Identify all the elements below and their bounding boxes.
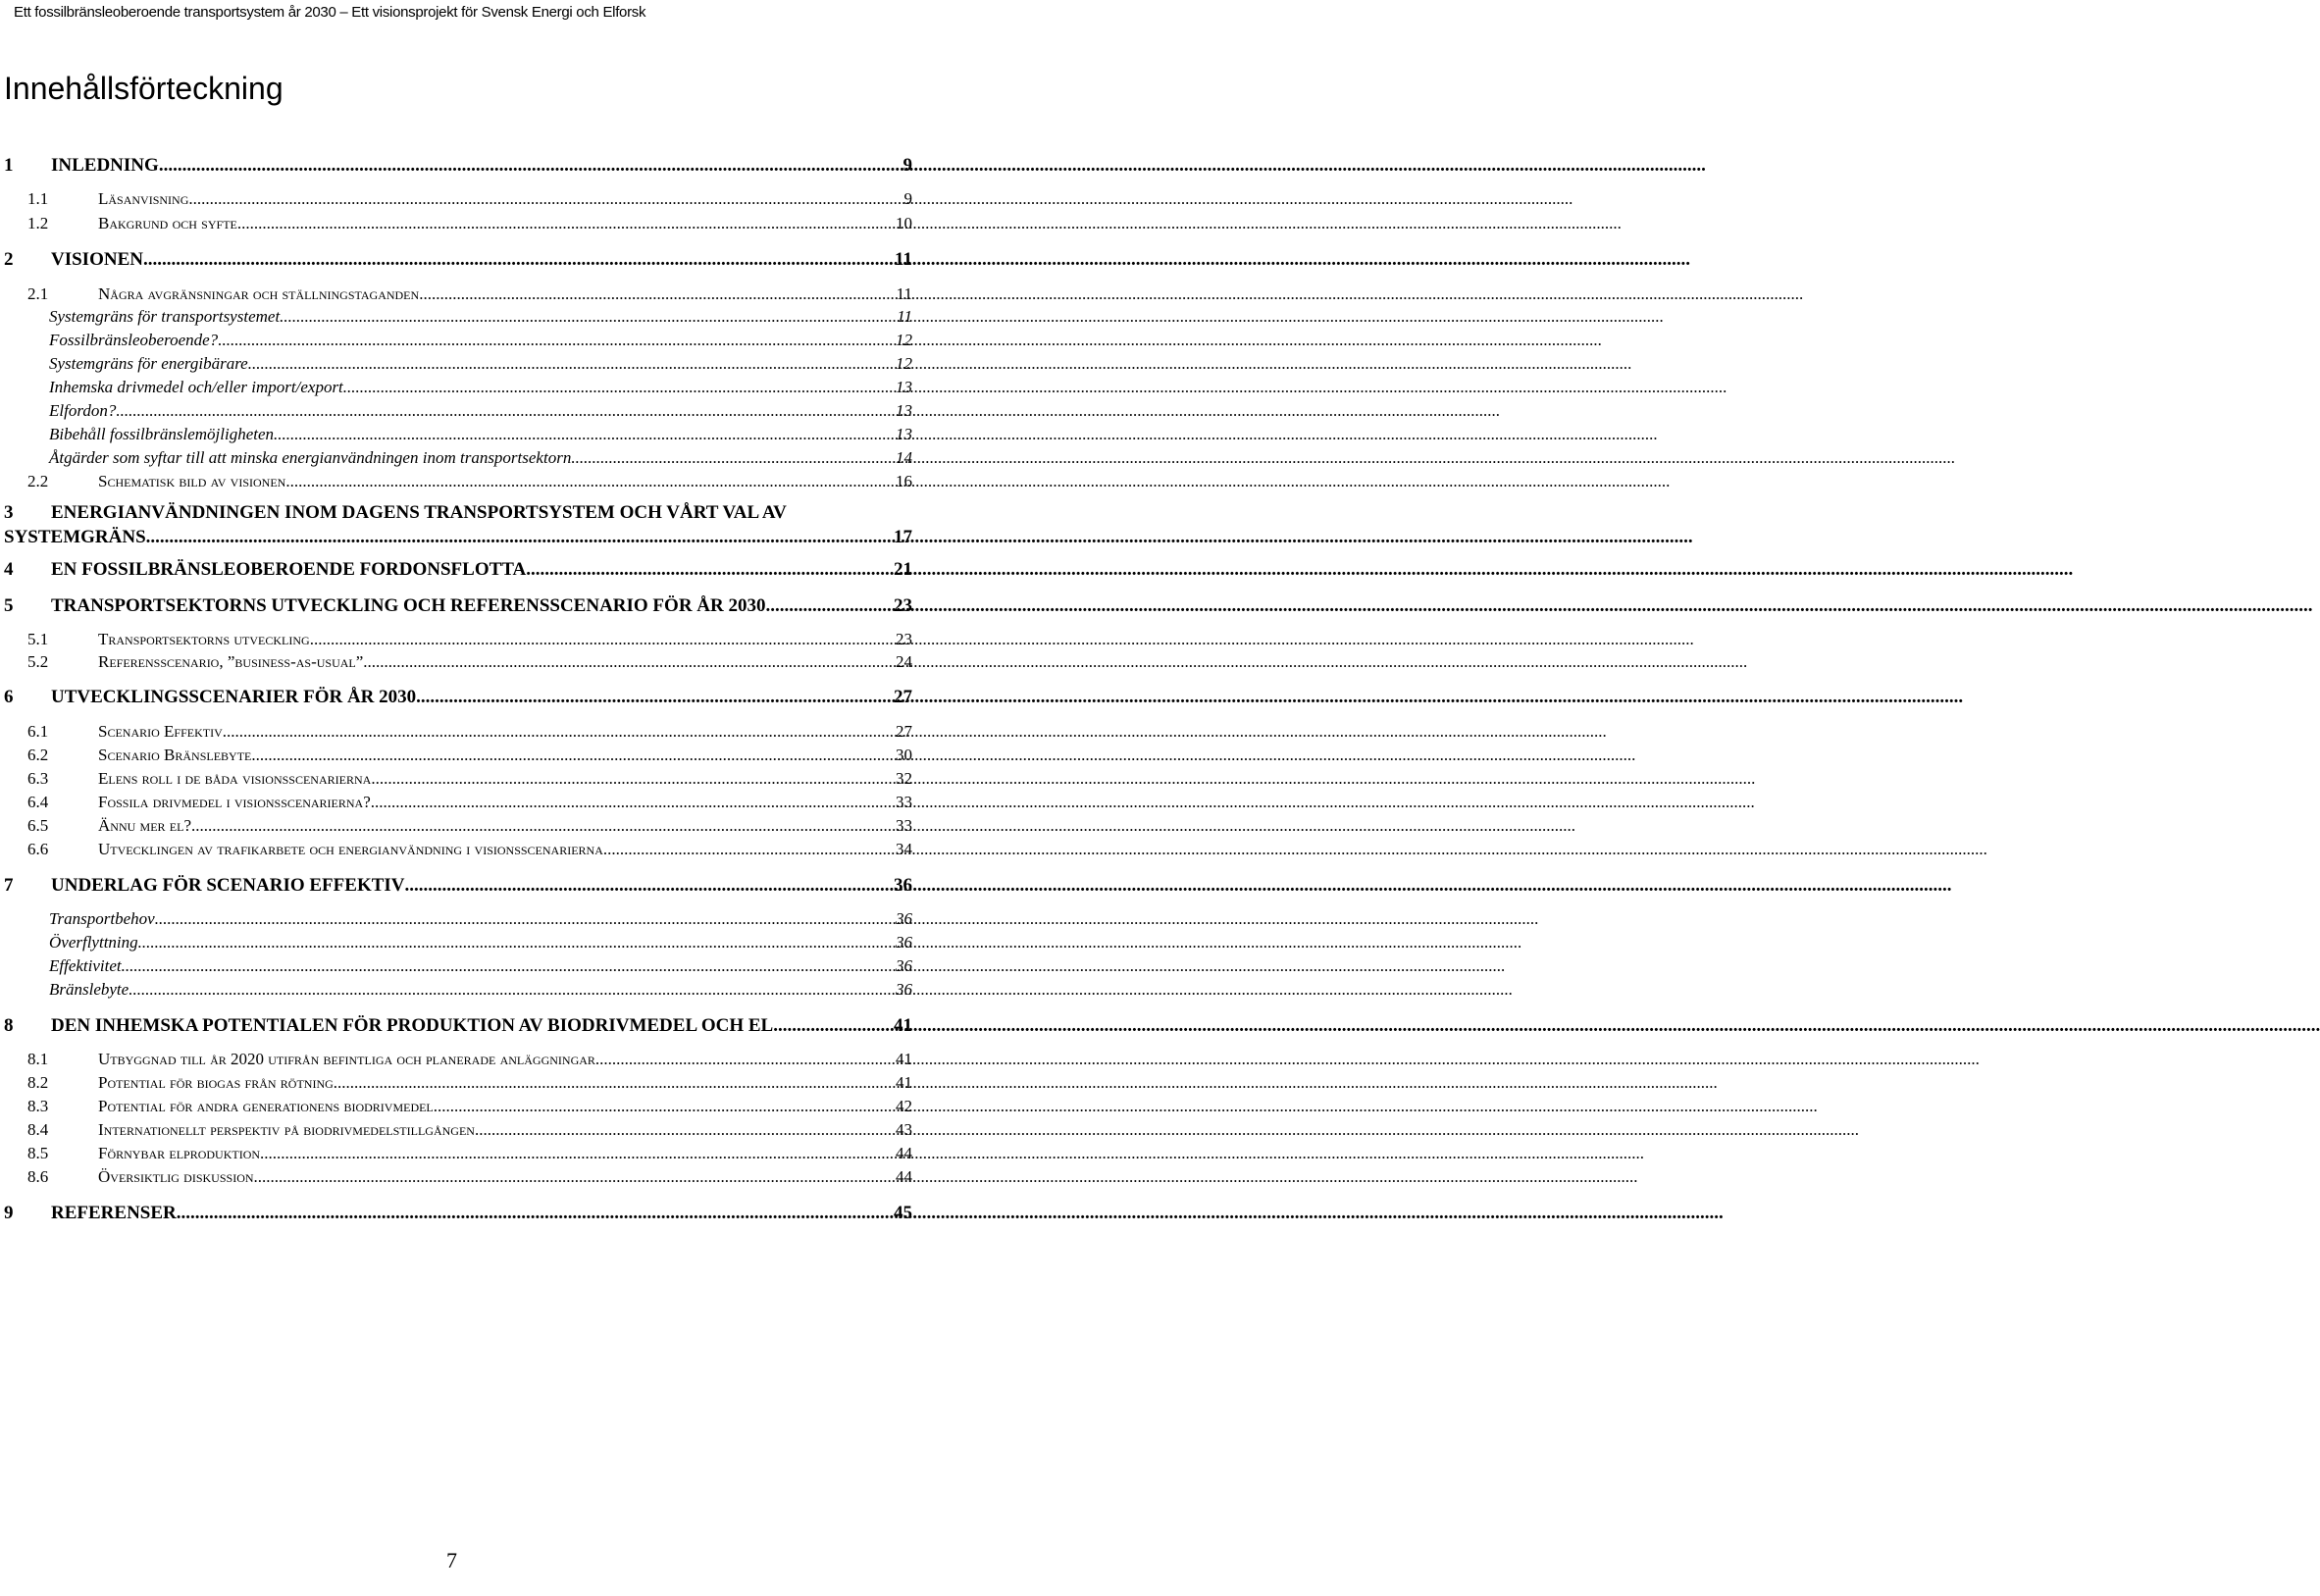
toc-entry-label: Internationellt perspektiv på biodrivmedelstillgången <box>98 1120 475 1139</box>
toc-entry-number: 6.3 <box>27 769 49 788</box>
dot-leader <box>143 249 895 271</box>
toc-entry-row <box>27 746 912 765</box>
toc-entry-page: 14 <box>896 448 912 467</box>
toc-entry-page: 41 <box>896 1073 912 1092</box>
toc-entry-label: Effektivitet <box>49 956 122 975</box>
toc-entry-row <box>4 595 912 617</box>
dot-leader <box>363 652 896 672</box>
dot-leader <box>419 284 896 304</box>
toc-entry-number: 5 <box>4 595 14 616</box>
toc-entry-label: Elfordon? <box>49 401 117 420</box>
toc-entry-page: 44 <box>896 1167 912 1186</box>
toc-entry-page: 33 <box>896 816 912 835</box>
toc-entry-row <box>27 722 912 742</box>
toc-entry-page: 11 <box>896 284 912 303</box>
dot-leader <box>310 630 896 649</box>
toc-entry-number: 6.1 <box>27 722 49 741</box>
dot-leader <box>223 722 896 742</box>
toc-entry-page: 10 <box>896 214 912 232</box>
dot-leader <box>571 448 896 468</box>
toc-entry-number: 8.3 <box>27 1097 49 1115</box>
toc-entry-row <box>27 793 912 812</box>
toc-entry-row <box>27 1120 912 1140</box>
toc-entry-label: Fossila drivmedel i visionsscenarierna? <box>98 793 371 811</box>
dot-leader <box>260 1144 896 1163</box>
toc-entry-label: Systemgräns för transportsystemet <box>49 307 281 326</box>
toc-entry-label: Förnybar elproduktion <box>98 1144 261 1162</box>
toc-entry-row <box>49 448 912 468</box>
toc-entry-label: UTVECKLINGSSCENARIER FÖR ÅR 2030 <box>51 687 417 707</box>
toc-entry-page: 41 <box>896 1050 912 1068</box>
toc-entry-label: EN FOSSILBRÄNSLEOBEROENDE FORDONSFLOTTA <box>51 559 527 580</box>
dot-leader <box>475 1120 896 1140</box>
toc-entry-row <box>4 1203 912 1224</box>
toc-entry-row <box>4 155 912 177</box>
toc-entry-row <box>27 1050 912 1069</box>
dot-leader <box>155 909 896 929</box>
toc-entry-first-line <box>4 502 912 524</box>
toc-entry-row <box>27 1097 912 1116</box>
toc-entry-page: 36 <box>896 933 912 952</box>
toc-entry-label: TRANSPORTSEKTORNS UTVECKLING OCH REFERENSSCENARIO FÖR ÅR 2030 <box>51 595 766 616</box>
toc-entry-row <box>27 472 912 491</box>
dot-leader <box>248 354 896 374</box>
toc-entry-row <box>49 980 912 1000</box>
toc-entry-number: 1 <box>4 155 14 176</box>
toc-entry-number: 6.4 <box>27 793 49 811</box>
dot-leader <box>191 816 896 836</box>
toc-entry-label: DEN INHEMSKA POTENTIALEN FÖR PRODUKTION AV BIODRIVMEDEL OCH EL <box>51 1015 774 1036</box>
toc-entry-label: Fossilbränsleoberoende? <box>49 331 219 349</box>
toc-entry-label: Transportsektorns utveckling <box>98 630 310 648</box>
toc-entry-page: 32 <box>896 769 912 788</box>
toc-entry-row <box>27 630 912 649</box>
toc-entry-label: INLEDNING <box>51 155 159 176</box>
toc-entry-page: 13 <box>896 378 912 396</box>
dot-leader <box>177 1203 894 1224</box>
toc-entry-page: 12 <box>896 331 912 349</box>
toc-entry-row <box>49 425 912 444</box>
toc-entry-label: Systemgräns för energibärare <box>49 354 248 373</box>
dot-leader <box>280 307 897 327</box>
toc-entry-row <box>27 214 912 233</box>
toc-entry-page: 36 <box>894 875 912 896</box>
toc-entry-row <box>4 559 912 581</box>
toc-entry-row <box>49 956 912 976</box>
toc-entry-number: 8.2 <box>27 1073 49 1092</box>
toc-entry-row <box>27 652 912 672</box>
toc-entry-number: 6.2 <box>27 746 49 764</box>
toc-entry-label: Potential för andra generationens biodrivmedel <box>98 1097 434 1115</box>
toc-entry-row <box>4 687 912 708</box>
toc-entry-label: Scenario Bränslebyte <box>98 746 252 764</box>
toc-entry-label: Bibehåll fossilbränslemöjligheten <box>49 425 275 443</box>
dot-leader <box>434 1097 896 1116</box>
toc-entry-label: Schematisk bild av visionen <box>98 472 286 490</box>
toc-entry-label-continued: SYSTEMGRÄNS <box>4 527 146 547</box>
toc-entry-row <box>4 249 912 271</box>
toc-entry-number: 3 <box>4 502 14 523</box>
toc-entry-label: Bakgrund och syfte <box>98 214 237 232</box>
dot-leader <box>159 155 903 177</box>
toc-entry-number: 8.4 <box>27 1120 49 1139</box>
toc-entry-page: 27 <box>896 722 912 741</box>
toc-entry-row <box>27 189 912 209</box>
toc-entry-label: Bränslebyte <box>49 980 129 999</box>
dot-leader <box>285 472 896 491</box>
toc-entry-page: 21 <box>894 559 912 580</box>
toc-entry-number: 5.2 <box>27 652 49 671</box>
toc-entry-page: 11 <box>897 307 912 326</box>
toc-entry-label: Transportbehov <box>49 909 155 928</box>
toc-entry-page: 34 <box>896 840 912 858</box>
toc-entry-label: Potential för biogas från rötning <box>98 1073 334 1092</box>
toc-entry-label: Några avgränsningar och ställningstaganden <box>98 284 420 303</box>
toc-entry-page: 41 <box>894 1015 912 1036</box>
page-title: Innehållsförteckning <box>4 71 284 106</box>
toc-entry-label: REFERENSER <box>51 1203 177 1223</box>
toc-entry-row <box>4 1015 912 1037</box>
toc-entry-label: Inhemska drivmedel och/eller import/export <box>49 378 343 396</box>
page-number: 7 <box>446 1548 457 1572</box>
toc-entry-page: 11 <box>895 249 912 270</box>
toc-entry-label: VISIONEN <box>51 249 143 270</box>
toc-entry-label: Översiktlig diskussion <box>98 1167 254 1186</box>
toc-entry-label: ENERGIANVÄNDNINGEN INOM DAGENS TRANSPORTSYSTEM OCH VÅRT VAL AV <box>51 502 787 523</box>
toc-entry-page: 23 <box>894 595 912 616</box>
toc-entry-row <box>4 875 912 897</box>
toc-entry-page: 42 <box>896 1097 912 1115</box>
toc-entry-number: 9 <box>4 1203 14 1223</box>
toc-entry-row <box>27 1167 912 1187</box>
dot-leader <box>343 378 896 397</box>
toc-entry-number: 1.1 <box>27 189 49 208</box>
dot-leader <box>122 956 896 976</box>
toc-entry-label: Utvecklingen av trafikarbete och energianvändning i visionsscenarierna <box>98 840 603 858</box>
dot-leader <box>218 331 896 350</box>
running-header: Ett fossilbränsleoberoende transportsystem år 2030 – Ett visionsprojekt för Svensk Energi och Elforsk <box>14 4 646 21</box>
toc-entry-page: 13 <box>896 425 912 443</box>
toc-entry-number: 2.1 <box>27 284 49 303</box>
toc-entry-page: 23 <box>896 630 912 648</box>
toc-entry-page: 33 <box>896 793 912 811</box>
dot-leader <box>766 595 895 617</box>
toc-entry-row <box>27 769 912 789</box>
dot-leader <box>773 1015 894 1037</box>
toc-entry-number: 7 <box>4 875 14 896</box>
dot-leader <box>371 793 896 812</box>
toc-entry-page: 17 <box>894 527 912 547</box>
toc-entry-page: 44 <box>896 1144 912 1162</box>
toc-entry-row <box>49 331 912 350</box>
toc-entry-number: 6.5 <box>27 816 49 835</box>
toc-entry-page: 24 <box>896 652 912 671</box>
toc-entry-page: 9 <box>902 155 912 176</box>
toc-entry-number: 4 <box>4 559 14 580</box>
dot-leader <box>371 769 896 789</box>
dot-leader <box>116 401 896 421</box>
toc-entry-page: 30 <box>896 746 912 764</box>
toc-entry-label: UNDERLAG FÖR SCENARIO EFFEKTIV <box>51 875 405 896</box>
toc-entry-row <box>49 378 912 397</box>
toc-entry-row <box>49 307 912 327</box>
dot-leader <box>595 1050 896 1069</box>
toc-entry-row <box>27 284 912 304</box>
toc-entry-label: Elens roll i de båda visionsscenarierna <box>98 769 372 788</box>
toc-entry-label: Utbyggnad till år 2020 utifrån befintliga och planerade anläggningar <box>98 1050 595 1068</box>
dot-leader <box>416 687 894 708</box>
dot-leader <box>138 933 896 952</box>
toc-entry-page: 36 <box>896 980 912 999</box>
toc-entry-label: Åtgärder som syftar till att minska energianvändningen inom transportsektorn <box>49 448 572 467</box>
dot-leader <box>526 559 894 581</box>
toc-entry-number: 8.6 <box>27 1167 49 1186</box>
toc-entry-row <box>27 840 912 859</box>
dot-leader <box>274 425 896 444</box>
toc-entry-page: 36 <box>896 909 912 928</box>
toc-entry-row <box>27 816 912 836</box>
toc-entry-row <box>27 1073 912 1093</box>
toc-entry-page: 36 <box>896 956 912 975</box>
toc-entry-page: 27 <box>894 687 912 707</box>
toc-entry-row <box>49 354 912 374</box>
toc-entry-row <box>49 401 912 421</box>
dot-leader <box>146 527 894 548</box>
toc-entry-second-line <box>4 527 912 548</box>
dot-leader <box>603 840 896 859</box>
toc-entry-label: Överflyttning <box>49 933 138 952</box>
toc-entry-page: 12 <box>896 354 912 373</box>
toc-entry-page: 45 <box>894 1203 912 1223</box>
dot-leader <box>251 746 896 765</box>
toc-entry-page: 16 <box>896 472 912 490</box>
dot-leader <box>405 875 894 897</box>
toc-entry-number: 6.6 <box>27 840 49 858</box>
toc-entry-label: Läsanvisning <box>98 189 189 208</box>
dot-leader <box>254 1167 896 1187</box>
toc-entry-number: 6 <box>4 687 14 707</box>
dot-leader <box>237 214 896 233</box>
dot-leader <box>334 1073 896 1093</box>
toc-entry-number: 8.5 <box>27 1144 49 1162</box>
toc-entry-number: 8.1 <box>27 1050 49 1068</box>
toc-entry-page: 9 <box>903 189 912 208</box>
toc-entry-label: Scenario Effektiv <box>98 722 223 741</box>
toc-entry-label: Referensscenario, ”business-as-usual” <box>98 652 364 671</box>
toc-entry-number: 5.1 <box>27 630 49 648</box>
toc-entry-row <box>49 933 912 952</box>
toc-entry-number: 2.2 <box>27 472 49 490</box>
toc-entry-number: 1.2 <box>27 214 49 232</box>
dot-leader <box>188 189 903 209</box>
toc-entry-number: 8 <box>4 1015 14 1036</box>
toc-entry-number: 2 <box>4 249 14 270</box>
toc-entry-label: Ännu mer el? <box>98 816 191 835</box>
toc-entry-row <box>27 1144 912 1163</box>
toc-entry-page: 13 <box>896 401 912 420</box>
toc-entry-row <box>49 909 912 929</box>
toc-entry-page: 43 <box>896 1120 912 1139</box>
dot-leader <box>129 980 896 1000</box>
